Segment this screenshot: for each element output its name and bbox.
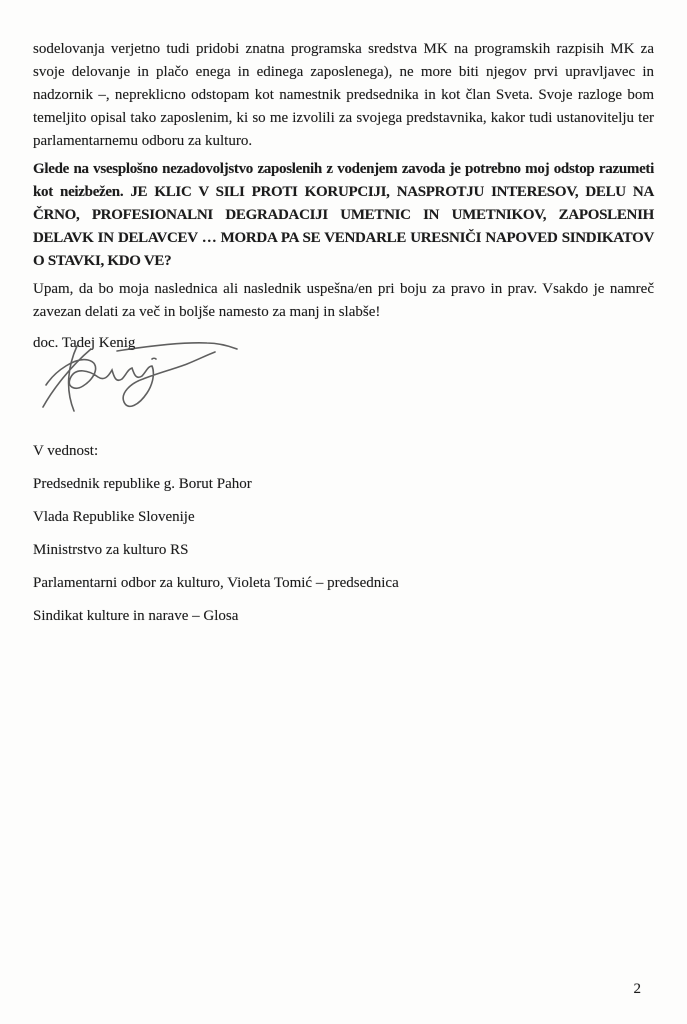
cc-recipient-government: Vlada Republike Slovenije <box>33 509 195 525</box>
paragraph-emphasis: Glede na vsesplošno nezadovoljstvo zaposlenih z vodenjem zavoda je potrebno moj odstop razumeti kot neizbežen. JE KLIC V SILI PROTI KORUPCIJI, NASPROTJU INTERESOV, DELU NA ČRNO, PROFESIONALNI DEGRADACIJI UMETNIC IN UMETNIKOV, ZAPOSLENIH DELAVK IN DELAVCEV … MORDA PA SE VENDARLE URESNIČI NAPOVED SINDIKATOV O STAVKI, KDO VE? <box>33 161 654 269</box>
cc-recipient-union: Sindikat kulture in narave – Glosa <box>33 608 239 624</box>
signature-block <box>33 332 654 432</box>
cc-recipient-parliament-committee: Parlamentarni odbor za kulturo, Violeta Tomić – predsednica <box>33 575 399 591</box>
cc-recipient-president: Predsednik republike g. Borut Pahor <box>33 476 252 492</box>
paragraph-continuation: sodelovanja verjetno tudi pridobi znatna programska sredstva MK na programskih razpisih MK za svoje delovanje in plačo enega in edinega zaposlenega), ne more biti njegov prvi upravljavec in nadzornik –, nepreklicno odstopam kot namestnik predsednika in kot član Sveta. Svoje razloge bom temeljito opisal tako zaposlenim, ki so me izvolili za svojega predstavnika, kakor tudi ustanovitelju ter parlamentarnemu odboru za kulturo. <box>33 41 654 149</box>
handwritten-signature <box>31 333 246 431</box>
signer-name: doc. Tadej Kenig <box>33 335 136 351</box>
paragraph-closing: Upam, da bo moja naslednica ali naslednik uspešna/en pri boju za pravo in prav. Vsakdo je namreč zavezan delati za več in boljše namesto za manj in slabše! <box>33 281 654 320</box>
cc-recipient-ministry: Ministrstvo za kulturo RS <box>33 542 189 558</box>
page-number: 2 <box>633 981 641 997</box>
cc-heading: V vednost: <box>33 443 99 459</box>
